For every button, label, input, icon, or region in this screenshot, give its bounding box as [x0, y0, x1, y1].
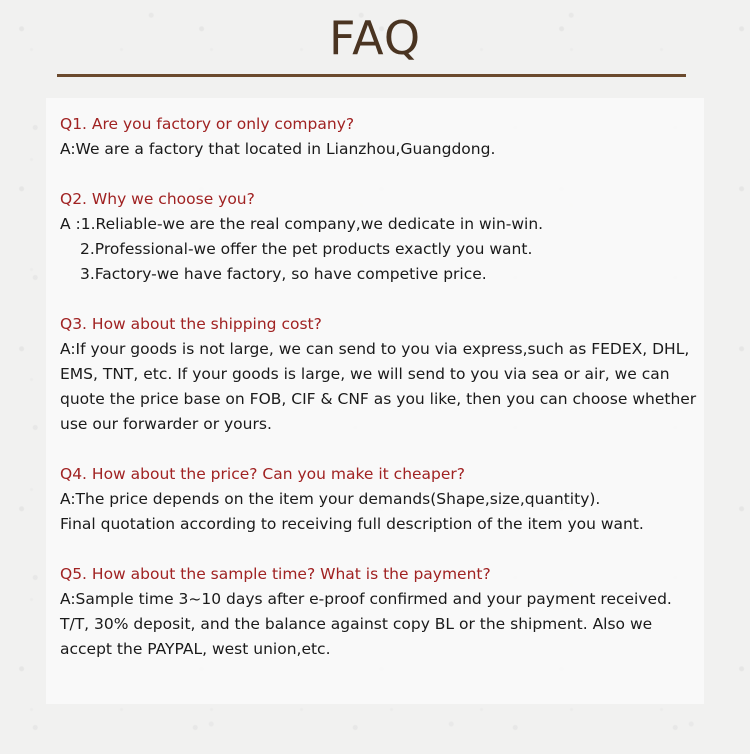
faq-answer-5-line-3: accept the PAYPAL, west union,etc. — [60, 640, 331, 658]
faq-item-4 — [60, 462, 700, 537]
faq-answer-4-line-2: Final quotation according to receiving full description of the item you want. — [60, 515, 644, 533]
faq-answer-2-line-2: 2.Professional-we offer the pet products exactly you want. — [80, 240, 533, 258]
faq-question-1: Q1. Are you factory or only company? — [60, 115, 355, 133]
faq-answer-3-line-1: A:If your goods is not large, we can send to you via express,such as FEDEX, DHL, — [60, 340, 690, 358]
faq-question-2: Q2. Why we choose you? — [60, 190, 255, 208]
faq-answer-3-line-3: quote the price base on FOB, CIF & CNF as you like, then you can choose whether — [60, 390, 697, 408]
faq-answer-2-line-1: A :1.Reliable-we are the real company,we dedicate in win-win. — [60, 215, 544, 233]
title-divider — [57, 74, 686, 77]
faq-answer-1-line-1: A:We are a factory that located in Lianzhou,Guangdong. — [60, 140, 496, 158]
faq-answer-3-line-4: use our forwarder or yours. — [60, 415, 272, 433]
faq-answer-3-line-2: EMS, TNT, etc. If your goods is large, we will send to you via sea or air, we can — [60, 365, 670, 383]
faq-item-3 — [60, 312, 700, 437]
faq-answer-5-line-1: A:Sample time 3~10 days after e-proof confirmed and your payment received. — [60, 590, 672, 608]
faq-question-3: Q3. How about the shipping cost? — [60, 315, 322, 333]
faq-question-5: Q5. How about the sample time? What is the payment? — [60, 565, 491, 583]
page-title: FAQ — [328, 11, 422, 65]
faq-list — [60, 112, 700, 687]
faq-item-5 — [60, 562, 700, 662]
faq-question-4: Q4. How about the price? Can you make it cheaper? — [60, 465, 466, 483]
faq-item-1 — [60, 112, 700, 162]
faq-answer-2-line-3: 3.Factory-we have factory, so have competive price. — [80, 265, 487, 283]
faq-answer-5-line-2: T/T, 30% deposit, and the balance against copy BL or the shipment. Also we — [60, 615, 653, 633]
faq-answer-4-line-1: A:The price depends on the item your demands(Shape,size,quantity). — [60, 490, 601, 508]
faq-item-2 — [60, 187, 700, 287]
